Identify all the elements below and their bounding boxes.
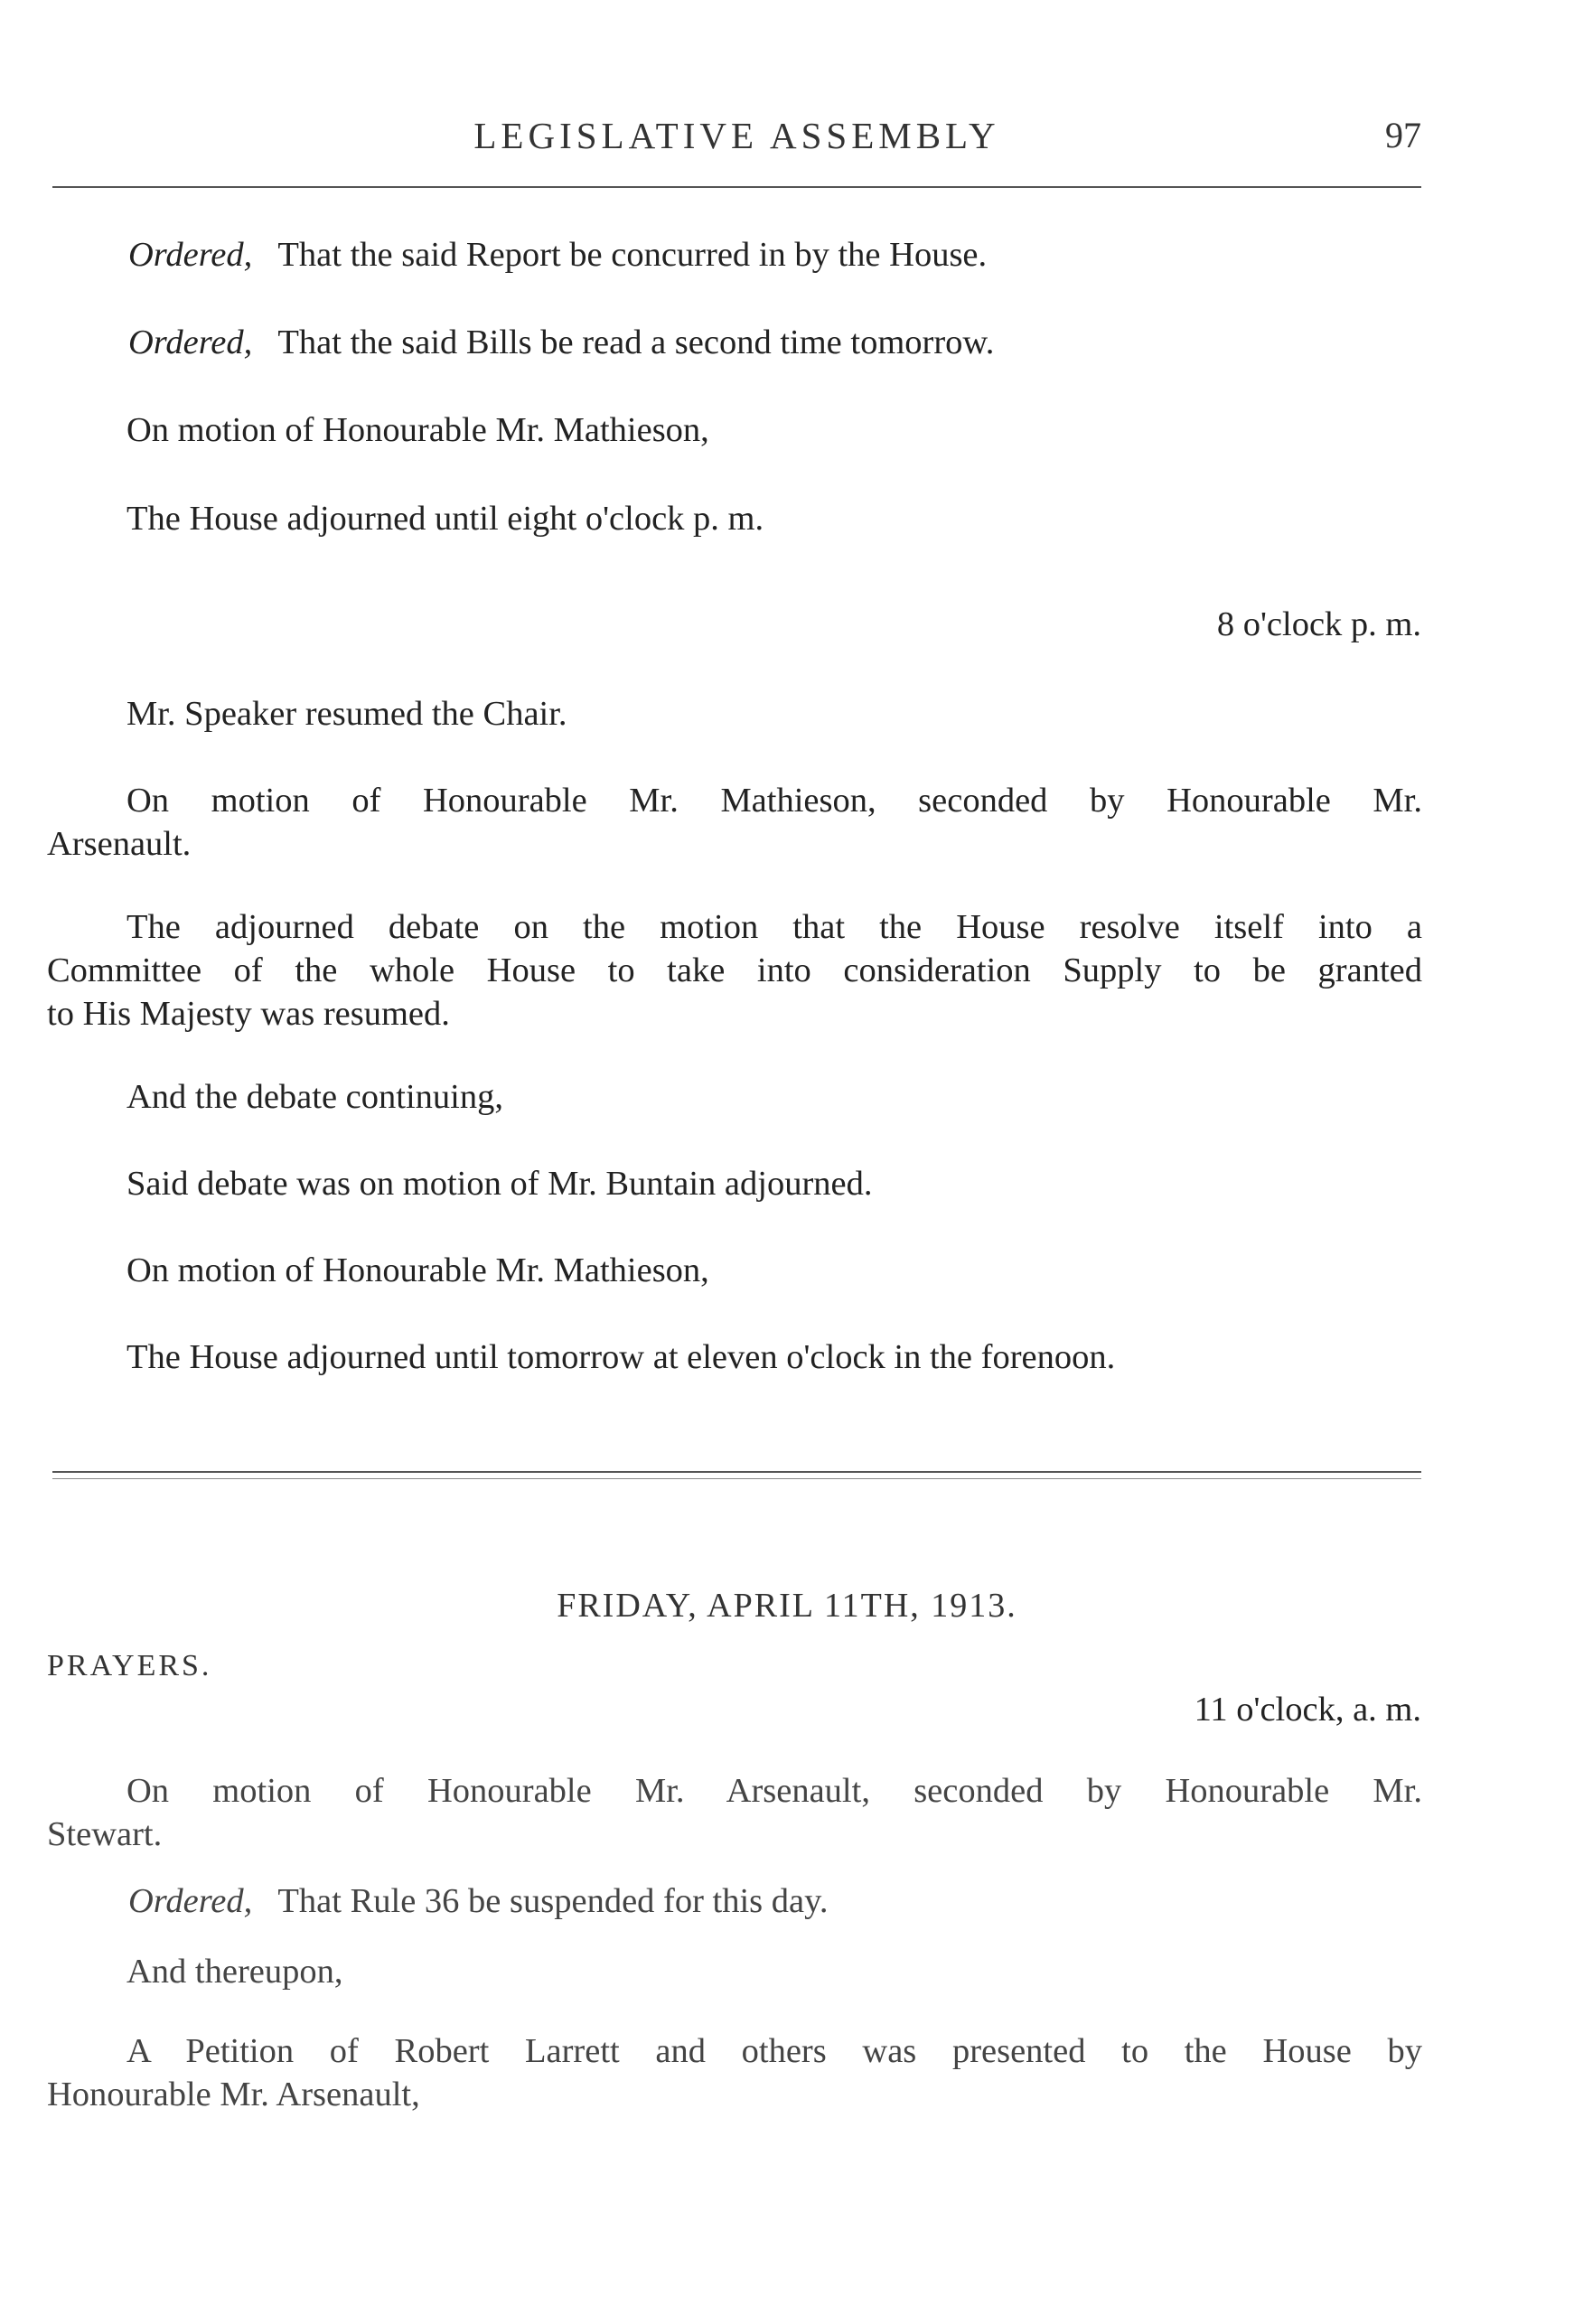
thereupon-paragraph: And thereupon, (126, 1953, 343, 1991)
page-number: 97 (1385, 115, 1421, 155)
ordered-label: Ordered, (128, 323, 253, 361)
session-time-friday: 11 o'clock, a. m. (1194, 1691, 1421, 1729)
ordered-paragraph-2 (47, 321, 1422, 364)
ordered-text: That the said Report be concurred in by the House. (277, 236, 988, 274)
motion-paragraph-2-line2: Arsenault. (47, 825, 192, 863)
debate-paragraph-line3: to His Majesty was resumed. (47, 995, 450, 1033)
ordered-text: That the said Bills be read a second time tomorrow. (277, 323, 995, 361)
said-debate-paragraph: Said debate was on motion of Mr. Buntain adjourned. (126, 1165, 873, 1203)
continuing-paragraph: And the debate continuing, (126, 1078, 503, 1116)
ordered-text: That Rule 36 be suspended for this day. (277, 1882, 829, 1920)
date-heading: FRIDAY, APRIL 11TH, 1913. (557, 1587, 1017, 1625)
debate-paragraph-line2: Committee of the whole House to take into consideration Supply to be granted (47, 951, 1422, 989)
petition-paragraph-line1: A Petition of Robert Larrett and others was presented to the House by (126, 2032, 1422, 2070)
prayers-heading: PRAYERS. (47, 1649, 212, 1682)
motion-paragraph-1: On motion of Honourable Mr. Mathieson, (126, 411, 709, 449)
adjourned-paragraph-2: The House adjourned until tomorrow at eleven o'clock in the forenoon. (126, 1338, 1116, 1376)
debate-paragraph-line1: The adjourned debate on the motion that the House resolve itself into a (126, 908, 1422, 946)
ordered-label: Ordered, (128, 236, 253, 274)
session-time: 8 o'clock p. m. (1216, 605, 1421, 643)
motion-paragraph-4-line1: On motion of Honourable Mr. Arsenault, seconded by Honourable Mr. (126, 1772, 1422, 1810)
ordered-label: Ordered, (128, 1882, 253, 1920)
section-divider-rule (52, 1471, 1421, 1473)
motion-paragraph-3: On motion of Honourable Mr. Mathieson, (126, 1251, 709, 1289)
speaker-paragraph: Mr. Speaker resumed the Chair. (126, 695, 567, 733)
section-divider-rule-thin (52, 1478, 1421, 1479)
running-title: LEGISLATIVE ASSEMBLY (473, 115, 1000, 156)
motion-paragraph-4-line2: Stewart. (47, 1815, 163, 1853)
ordered-paragraph-3 (47, 1879, 1422, 1923)
running-head (52, 114, 1421, 159)
header-rule (52, 186, 1421, 188)
ordered-paragraph-1 (47, 233, 1422, 276)
petition-paragraph-line2: Honourable Mr. Arsenault, (47, 2076, 420, 2113)
adjourned-paragraph-1: The House adjourned until eight o'clock p. m. (126, 500, 764, 538)
motion-paragraph-2-line1: On motion of Honourable Mr. Mathieson, seconded by Honourable Mr. (126, 782, 1422, 820)
